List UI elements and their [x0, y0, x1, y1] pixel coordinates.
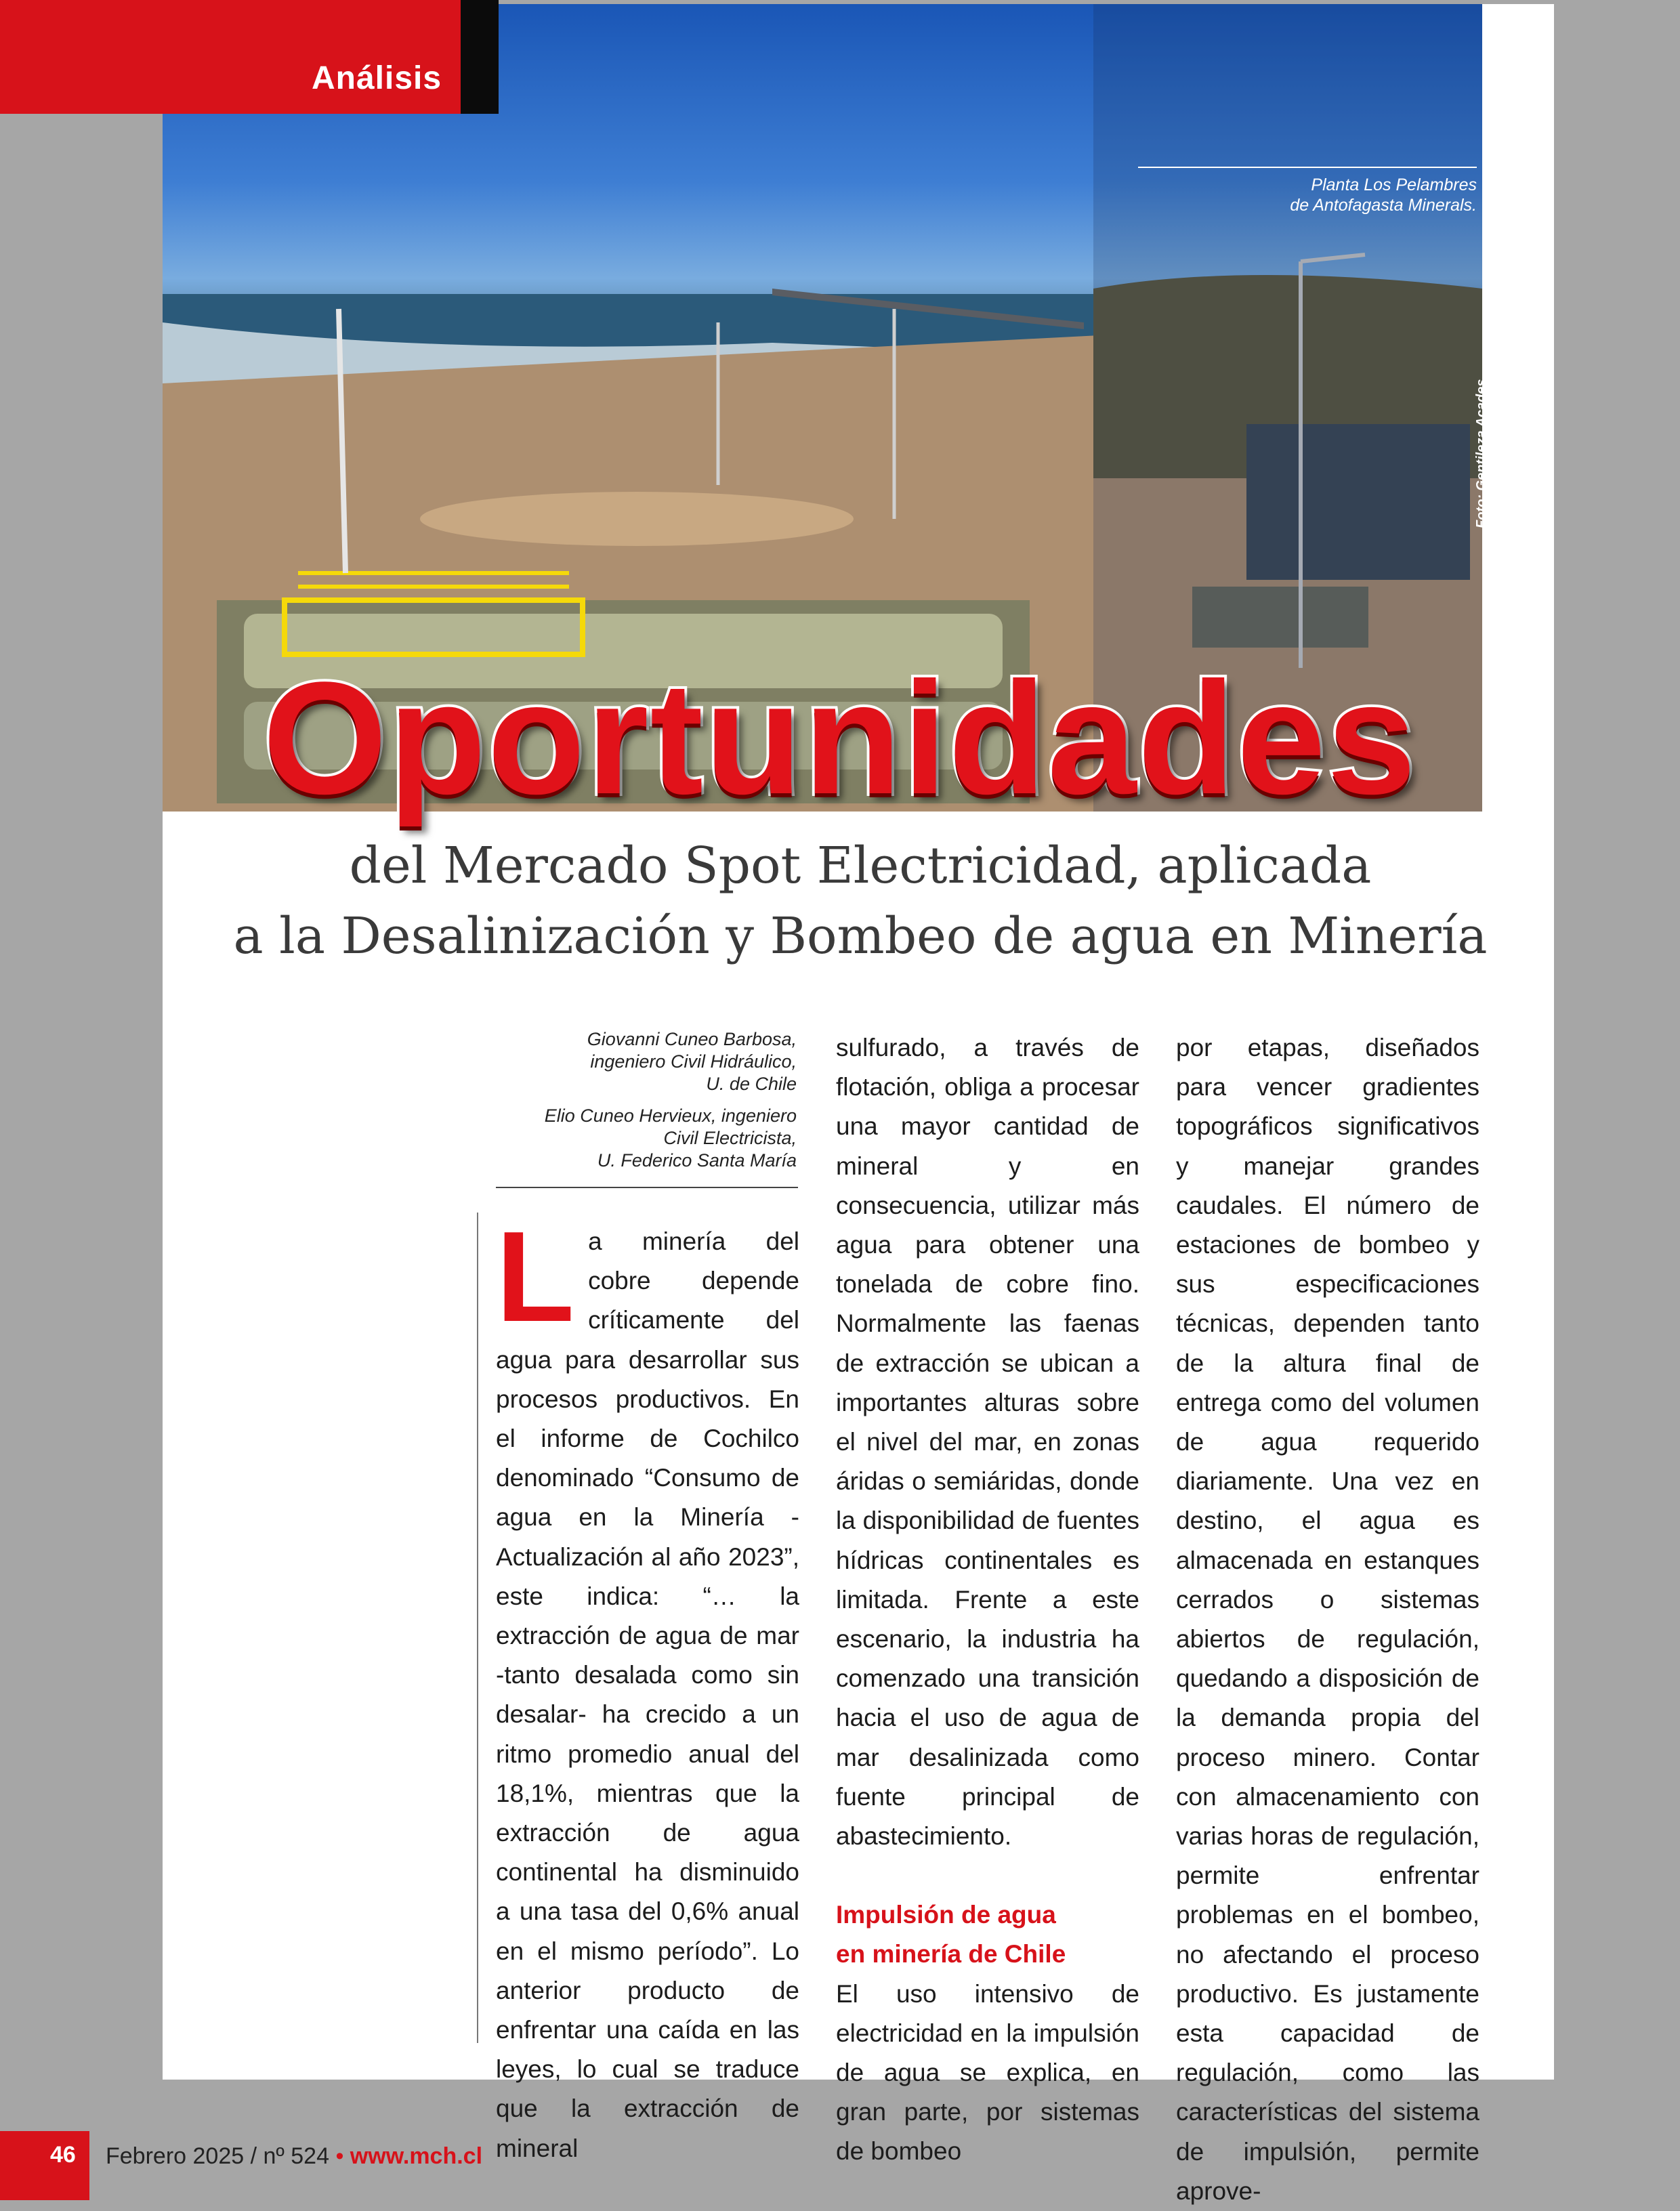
photo-credit: Foto: Gentileza Acades	[1474, 379, 1489, 528]
body-column-2	[836, 1028, 1139, 2172]
caption-line: de Antofagasta Minerals.	[1290, 196, 1477, 215]
footer-page-tab	[0, 2131, 89, 2200]
subtitle	[176, 830, 1545, 971]
author-2-title: Civil Electricista,	[663, 1128, 797, 1148]
footer-info	[106, 2143, 482, 2170]
caption-line: Planta Los Pelambres	[1311, 175, 1477, 194]
paragraph: El uso intensivo de electricidad en la impulsión de agua se explica, en gran parte, por sistemas de bombeo	[836, 1979, 1139, 2166]
subheading-line: en minería de Chile	[836, 1940, 1066, 1968]
body-column-1	[496, 1205, 799, 2168]
subheading-line: Impulsión de agua	[836, 1901, 1056, 1929]
page-number: 46	[50, 2142, 76, 2168]
section-tab-accent	[461, 0, 499, 114]
section-label: Análisis	[312, 60, 442, 96]
byline-rule	[496, 1187, 798, 1188]
body-column-3	[1176, 1028, 1479, 2211]
photo-caption	[1138, 175, 1477, 215]
author-2	[474, 1105, 797, 1172]
paragraph: sulfurado, a través de flotación, obliga a procesar una mayor cantidad de mineral y en consecuencia, utilizar más agua para obtener una tonelada de cobre fino. Normalmente las faenas de extracción se ubican a importantes alturas sobre el nivel del mar, en zonas áridas o semiáridas, donde la disponibilidad de fuentes hídricas continentales es limitada. Frente a este escenario, la industria ha comenzado una transición hacia el uso de agua de mar desalinizada como fuente principal de abastecimiento.	[836, 1034, 1139, 1851]
author-2-name: Elio Cuneo Hervieux, ingeniero	[544, 1106, 797, 1126]
author-1	[474, 1028, 797, 1095]
subtitle-line: del Mercado Spot Electricidad, aplicada	[349, 837, 1372, 895]
caption-rule	[1138, 167, 1477, 168]
footer-separator: •	[335, 2143, 344, 2169]
author-1-title: ingeniero Civil Hidráulico,	[590, 1051, 797, 1072]
author-1-name: Giovanni Cuneo Barbosa,	[587, 1029, 797, 1049]
website-link[interactable]: www.mch.cl	[350, 2143, 483, 2169]
headline: Oportunidades	[262, 649, 1418, 828]
drop-cap: L	[496, 1205, 575, 1349]
subheading	[836, 1895, 1139, 1974]
paragraph: por etapas, diseñados para vencer gradientes topográficos significativos y manejar grandes caudales. El número de estaciones de bombeo y sus especificaciones técnicas, dependen tanto de la altura final de entrega como del volumen de agua requerido diariamente. Una vez en destino, el agua es almacenada en estanques cerrados o sistemas abiertos de regulación, quedando a disposición de la demanda propia del proceso minero. Contar con almacenamiento con varias horas de regulación, permite enfrentar problemas en el bombeo, no afectando el proceso productivo. Es justamente esta capacidad de regulación, como las características del sistema de impulsión, permite aprove-	[1176, 1034, 1479, 2205]
author-2-school: U. Federico Santa María	[597, 1150, 797, 1171]
subtitle-line: a la Desalinización y Bombeo de agua en Minería	[233, 907, 1488, 965]
paragraph: a minería del cobre depende críticamente del agua para desarrollar sus procesos productivos. En el informe de Cochilco denominado “Consumo de agua en la Minería - Actualización al año 2023”, este indica: “… la extracción de agua de mar -tanto desalada como sin desalar- ha crecido a un ritmo promedio anual del 18,1%, mientras que la extracción de agua continental ha disminuido a una tasa del 0,6% anual en el mismo período”. Lo anterior producto de enfrentar una caída en las leyes, lo cual se traduce que la extracción de mineral	[496, 1227, 799, 2162]
issue-info: Febrero 2025 / nº 524	[106, 2143, 329, 2169]
author-1-school: U. de Chile	[706, 1074, 797, 1094]
byline	[474, 1028, 797, 1181]
column-rule	[477, 1213, 478, 2043]
